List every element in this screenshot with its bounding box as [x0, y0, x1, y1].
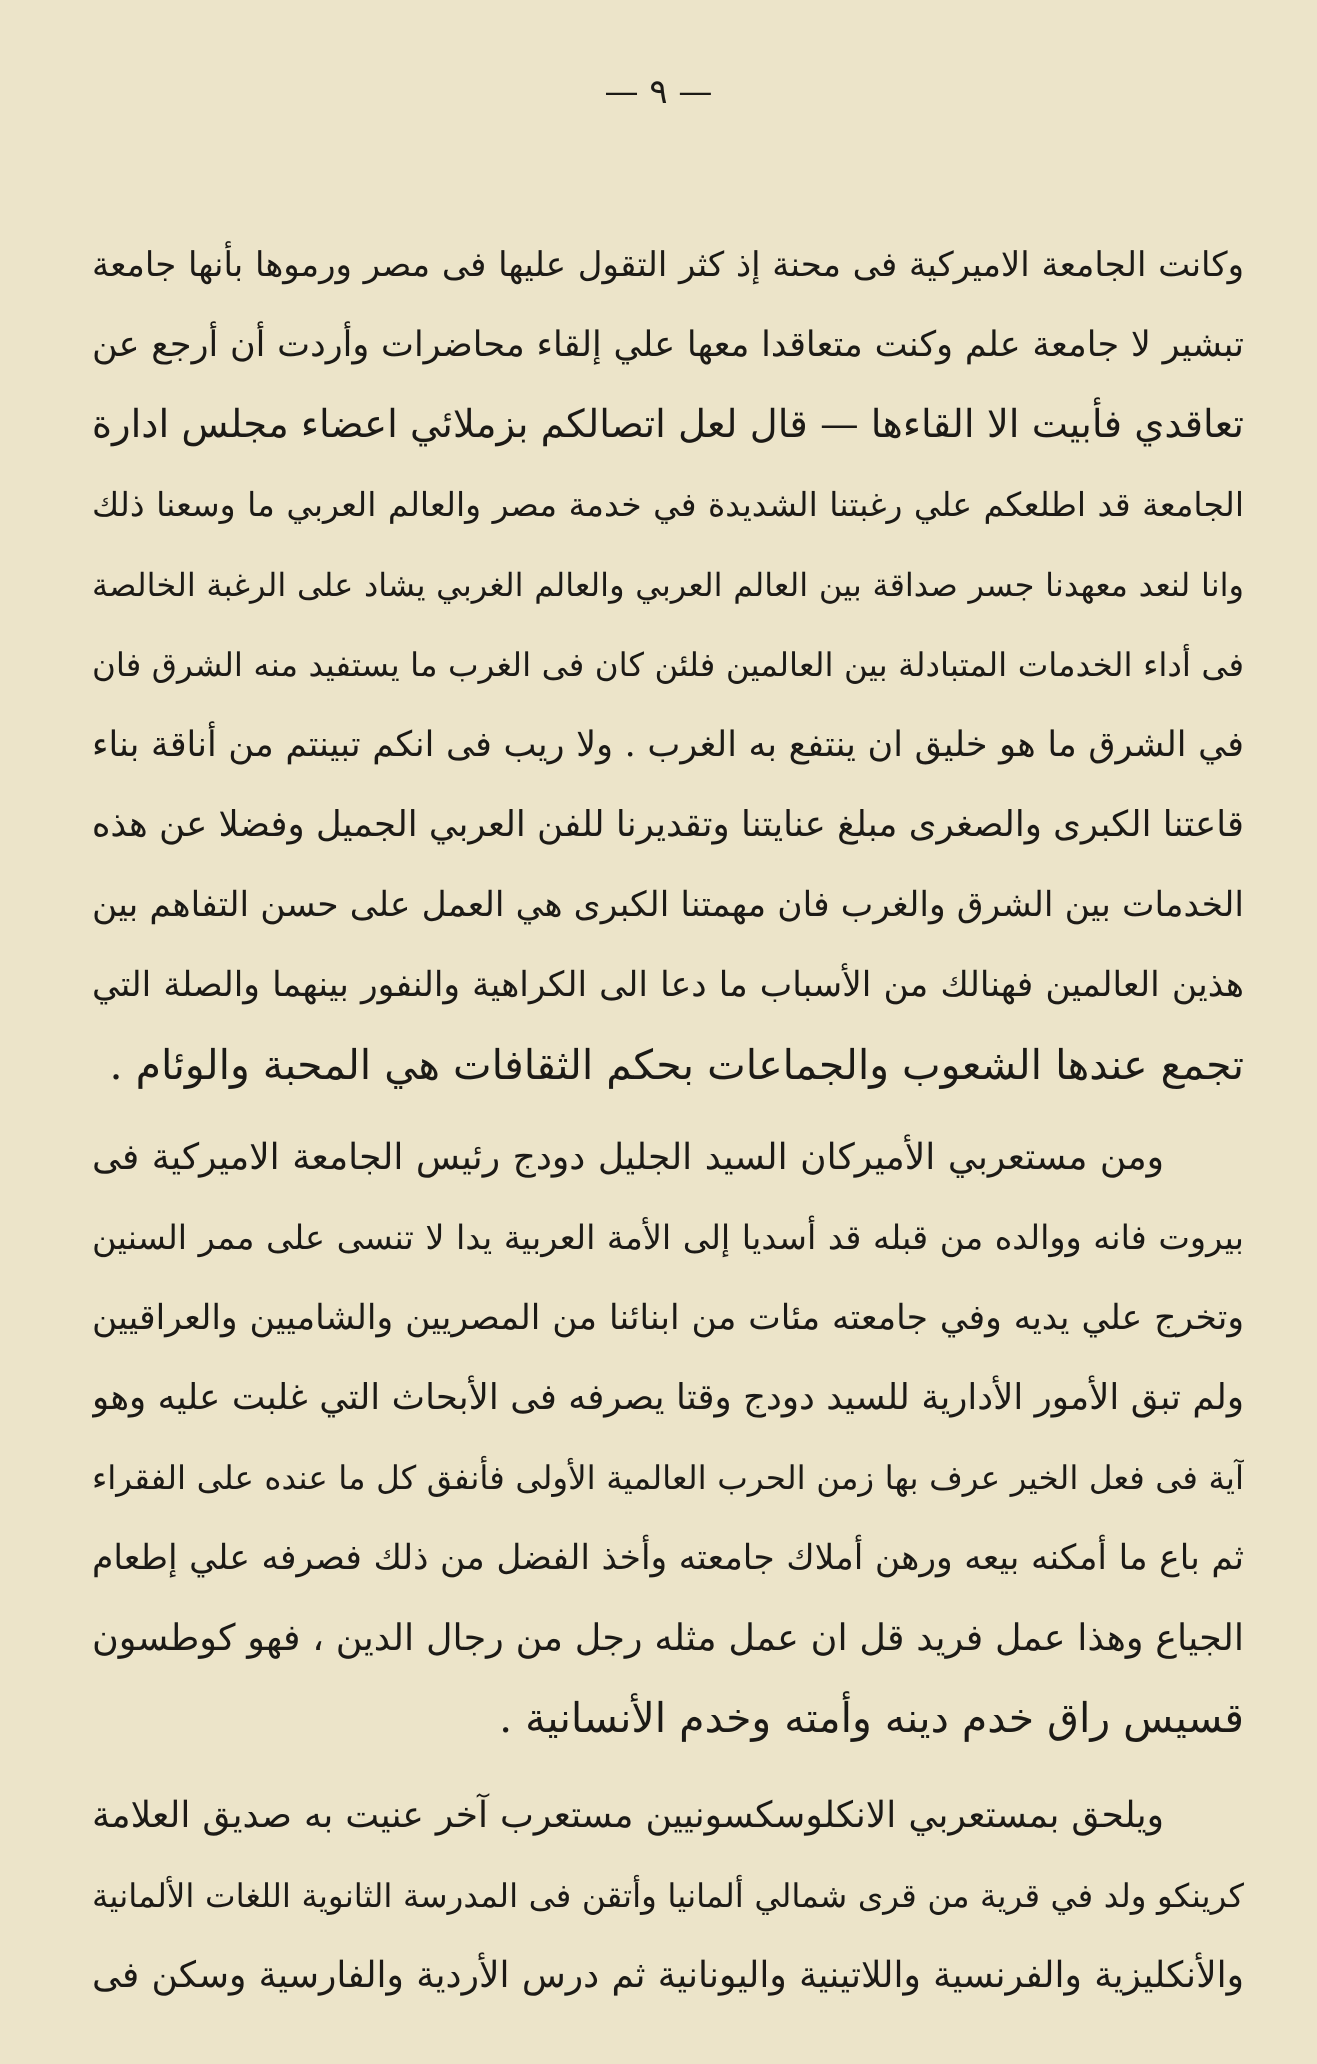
- text-line: وكانت الجامعة الاميركية فى محنة إذ كثر التقول عليها فى مصر ورموها بأنها جامعة: [92, 245, 1244, 285]
- text-line: الخدمات بين الشرق والغرب فان مهمتنا الكبرى هي العمل على حسن التفاهم بين: [92, 885, 1244, 925]
- text-line: تعاقدي فأبيت الا القاءها — قال لعل اتصالكم بزملائي اعضاء مجلس ادارة: [92, 402, 1244, 447]
- text-line: بيروت فانه ووالده من قبله قد أسديا إلى الأمة العربية يدا لا تنسى على ممر السنين: [92, 1218, 1244, 1257]
- text-line: وانا لنعد معهدنا جسر صداقة بين العالم العربي والعالم الغربي يشاد على الرغبة الخالصة: [92, 566, 1244, 604]
- text-line: تجمع عندها الشعوب والجماعات بحكم الثقافات هي المحبة والوئام .: [109, 1041, 1244, 1089]
- text-line: ثم باع ما أمكنه بيعه ورهن أملاك جامعته وأخذ الفضل من ذلك فصرفه علي إطعام: [92, 1538, 1244, 1578]
- text-line: ومن مستعربي الأميركان السيد الجليل دودج رئيس الجامعة الاميركية فى: [92, 1137, 1164, 1178]
- text-line: قسيس راق خدم دينه وأمته وخدم الأنسانية .: [499, 1694, 1244, 1742]
- paragraph-1: [92, 225, 1244, 1105]
- text-line: وتخرج علي يديه وفي جامعته مئات من ابنائنا من المصريين والشاميين والعراقيين: [92, 1298, 1244, 1338]
- text-line: في الشرق ما هو خليق ان ينتفع به الغرب . ولا ريب فى انكم تبينتم من أناقة بناء: [92, 725, 1244, 765]
- text-line: ويلحق بمستعربي الانكلوسكسونيين مستعرب آخر عنيت به صديق العلامة: [92, 1795, 1164, 1836]
- text-line: كرينكو ولد في قرية من قرى شمالي ألمانيا وأتقن فى المدرسة الثانوية اللغات الألمانية: [92, 1877, 1244, 1915]
- page-number: — ٩ —: [604, 72, 713, 112]
- paragraph-3: [92, 1776, 1244, 2016]
- paragraph-2: [92, 1118, 1244, 1758]
- text-line: والأنكليزية والفرنسية واللاتينية واليونانية ثم درس الأردية والفارسية وسكن فى: [92, 1955, 1244, 1996]
- text-line: تبشير لا جامعة علم وكنت متعاقدا معها علي إلقاء محاضرات وأردت أن أرجع عن: [92, 325, 1244, 365]
- text-line: الجامعة قد اطلعكم علي رغبتنا الشديدة في خدمة مصر والعالم العربي ما وسعنا ذلك: [92, 485, 1244, 524]
- text-line: آية فى فعل الخير عرف بها زمن الحرب العالمية الأولى فأنفق كل ما عنده على الفقراء: [92, 1459, 1244, 1497]
- text-line: ولم تبق الأمور الأدارية للسيد دودج وقتا يصرفه فى الأبحاث التي غلبت عليه وهو: [92, 1377, 1244, 1418]
- text-line: هذين العالمين فهنالك من الأسباب ما دعا الى الكراهية والنفور بينهما والصلة التي: [92, 965, 1244, 1005]
- text-line: الجياع وهذا عمل فريد قل ان عمل مثله رجل من رجال الدين ، فهو كوطسون: [92, 1616, 1244, 1659]
- text-line: فى أداء الخدمات المتبادلة بين العالمين فلئن كان فى الغرب ما يستفيد منه الشرق فان: [92, 646, 1244, 684]
- text-line: قاعتنا الكبرى والصغرى مبلغ عنايتنا وتقديرنا للفن العربي الجميل وفضلا عن هذه: [92, 804, 1244, 845]
